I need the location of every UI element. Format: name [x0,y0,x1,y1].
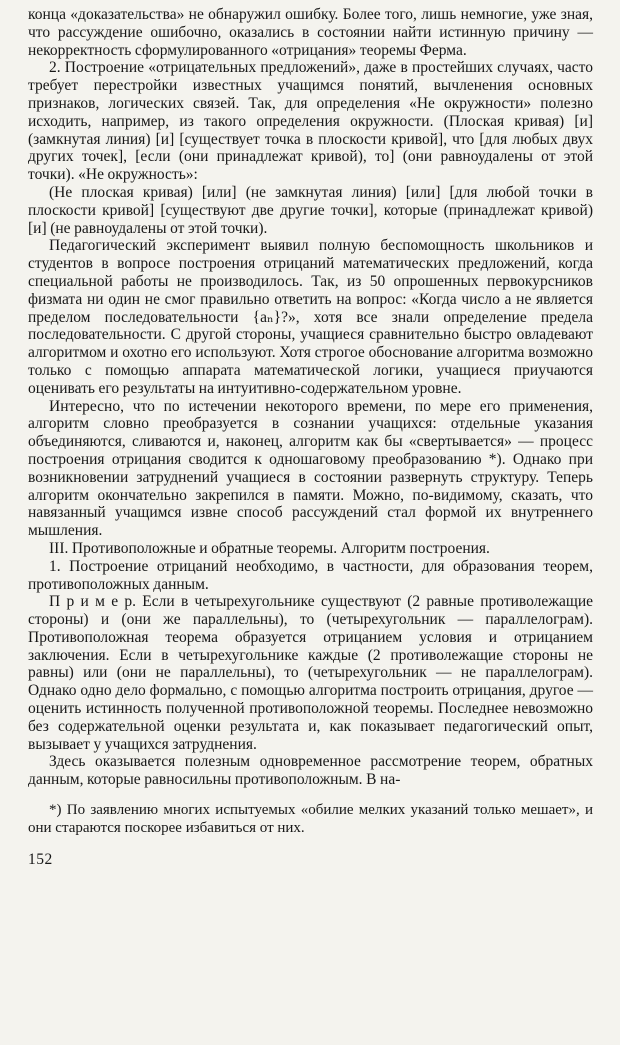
paragraph-continuation: конца «доказательства» не обнаружил ошибку. Более того, лишь немногие, уже зная, что рассуждение ошибочно, оказались в состоянии найти истинную причину — некорректность сформулированного «отрицания» теоремы Ферма. [28,6,593,59]
paragraph-pedagogical-experiment: Педагогический эксперимент выявил полную беспомощность школьников и студентов в вопросе построения отрицаний математических предложений, когда специальной работы не производилось. Так, из 50 опрошенных первокурсников физмата ни один не смог правильно ответить на вопрос: «Когда число a не является пределом последовательности {aₙ}?», хотя все знали определение предела последовательности. С другой стороны, учащиеся сравнительно быстро овладевают алгоритмом и охотно его используют. Хотя строгое обоснование алгоритма возможно только с помощью аппарата математической логики, учащиеся приучаются оценивать его результаты на интуитивно-содержательном уровне. [28,237,593,397]
paragraph-negation-necessity: 1. Построение отрицаний необходимо, в частности, для образования теорем, противоположных данным. [28,557,593,593]
footnote-text: *) По заявлению многих испытуемых «обилие мелких указаний только мешает», и они стараются поскорее избавиться от них. [28,802,593,836]
paragraph-example-quadrilateral: П р и м е р. Если в четырехугольнике существуют (2 равные противолежащие стороны) и (они же параллельны), то (четырехугольник — параллелограм). Противоположная теорема образуется отрицанием условия и отрицанием заключения. Если в четырехугольнике каждые (2 противолежащие стороны не равны) или (они не параллельны), то (четырехугольник — не параллелограм). Однако одно дело формально, с помощью алгоритма построить отрицания, другое — оценить истинность полученной противоположной теоремы. Последнее невозможно без содержательной оценки результата и, как показывает педагогический опыт, вызывает у учащихся затруднения. [28,593,593,753]
footnote-area [28,802,593,837]
page-number: 152 [28,851,53,869]
paragraph-negation-construction: 2. Построение «отрицательных предложений», даже в простейших случаях, часто требует перестройки известных учащимся понятий, вычленения основных признаков, логических связей. Так, для определения «Не окружности» полезно исходить, например, из такого определения окружности. (Плоская кривая) [и] (замкнутая линия) [и] [существует точка в плоскости кривой], что [для любых двух других точек], [если (они принадлежат кривой), то] (они равноудалены от этой точки). «Не окружность»: [28,59,593,184]
body-text [28,6,593,789]
section-heading-opposite-theorems: III. Противоположные и обратные теоремы. Алгоритм построения. [49,539,490,557]
paragraph-converse-theorems: Здесь оказывается полезным одновременное рассмотрение теорем, обратных данным, которые равносильны противоположным. В на- [28,753,593,789]
paragraph-not-circle-definition: (Не плоская кривая) [или] (не замкнутая линия) [или] [для любой точки в плоскости кривой] [существуют две другие точки], которые (принадлежат кривой) [и] (не равноудалены от этой точки). [28,183,593,237]
paragraph-algorithm-internalization: Интересно, что по истечении некоторого времени, по мере его применения, алгоритм словно преобразуется в сознании учащихся: отдельные указания объединяются, сливаются и, наконец, алгоритм как бы «свертывается» — процесс построения отрицания сводится к одношаговому преобразованию *). Однако при возникновении затруднений учащиеся в состоянии развернуть структуру. Теперь алгоритм окончательно закрепился в памяти. Можно, по-видимому, сказать, что навязанный учащимся извне способ рассуждений стал формой их внутреннего мышления. [28,397,593,540]
